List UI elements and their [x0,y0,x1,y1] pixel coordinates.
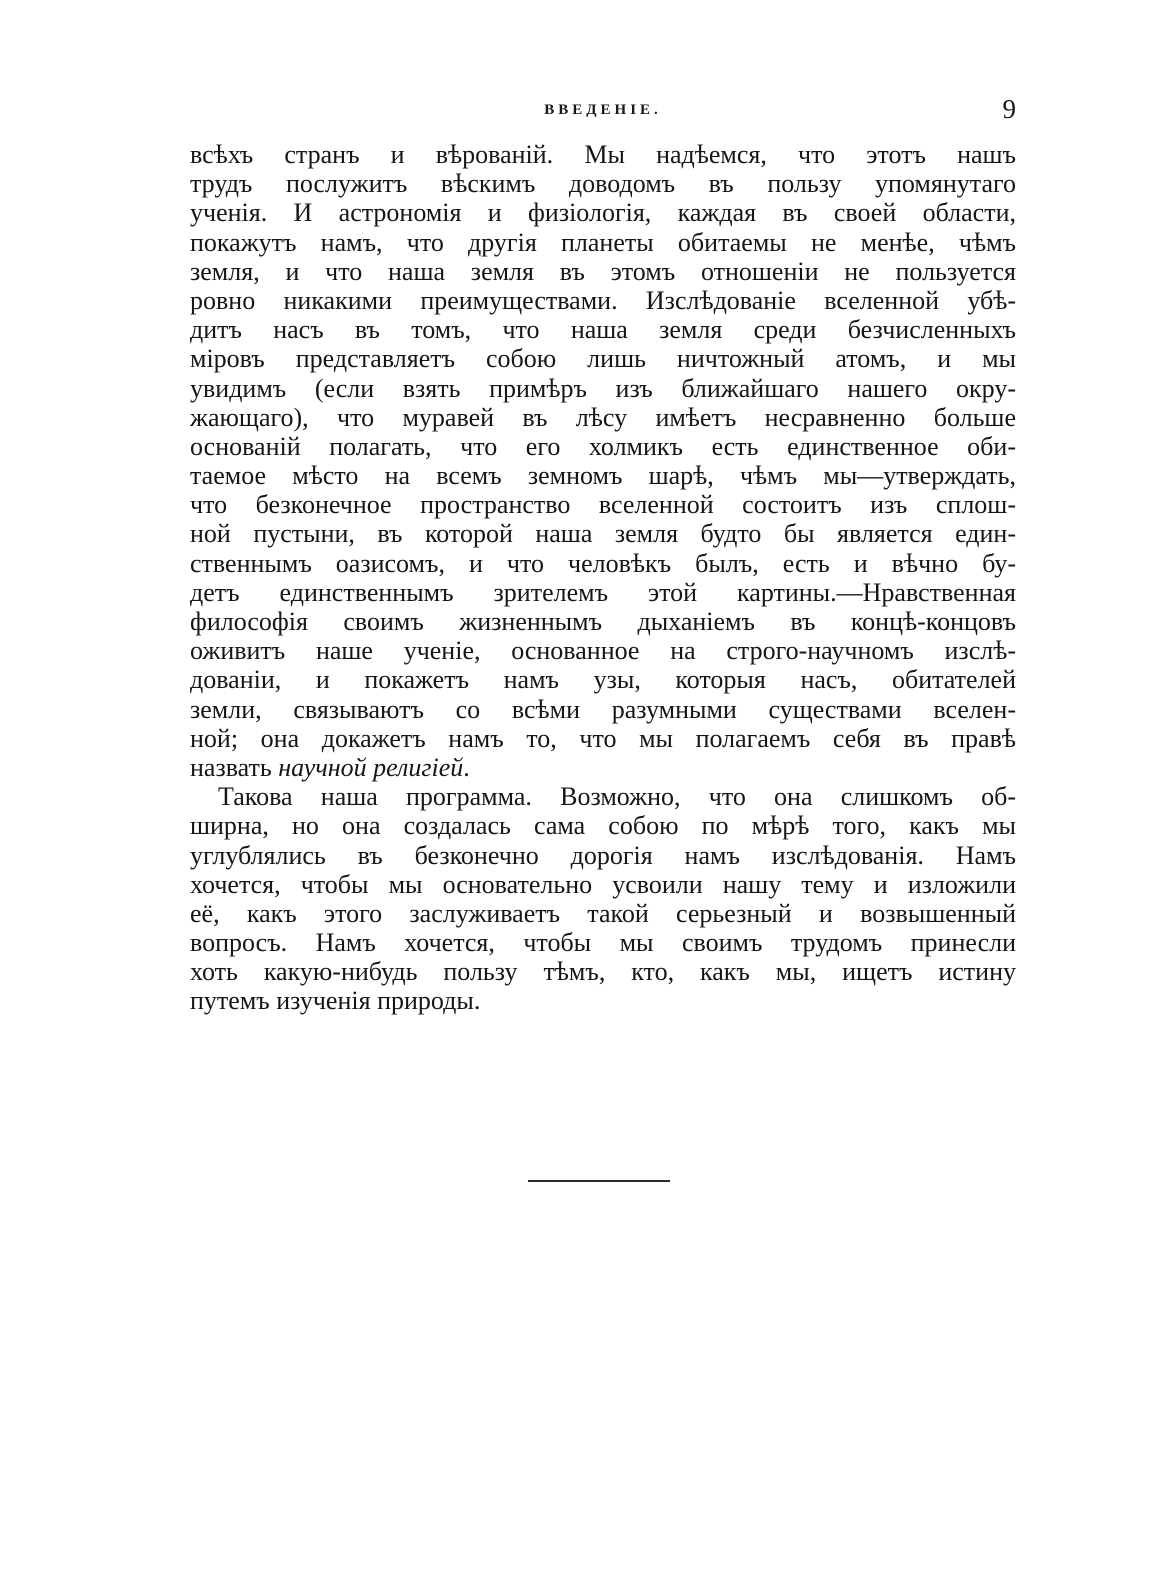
text-line: ровно никакими преимуществами. Изслѣдованіе вселенной убѣ- [190,285,1016,315]
text-fragment: . [463,752,470,782]
text-line: увидимъ (если взять примѣръ изъ ближайшаго нашего окру- [190,373,1016,403]
text-line: углублялись въ безконечно дорогія намъ изслѣдованія. Намъ [190,840,1016,870]
text-line: міровъ представляетъ собою лишь ничтожный атомъ, и мы [190,344,1016,374]
text-line-last [190,753,1016,782]
text-line: жающаго), что муравей въ лѣсу имѣетъ несравненно больше [190,402,1016,432]
text-line: дитъ насъ въ томъ, что наша земля среди безчисленныхъ [190,315,1016,345]
paragraph-1 [190,140,1016,782]
text-line: основаній полагать, что его холмикъ есть единственное оби- [190,431,1016,461]
text-line: дованіи, и покажетъ намъ узы, которыя насъ, обитателей [190,665,1016,695]
page-number: 9 [1002,94,1016,124]
text-line: ной пустыни, въ которой наша земля будто бы является един- [190,519,1016,549]
text-line: ширна, но она создалась сама собою по мѣрѣ того, какъ мы [190,811,1016,841]
text-line: ученія. И астрономія и физіологія, каждая въ своей области, [190,198,1016,228]
text-line: детъ единственнымъ зрителемъ этой картины.—Нравственная [190,577,1016,607]
text-line: хочется, чтобы мы основательно усвоили нашу тему и изложили [190,869,1016,899]
text-fragment: назвать [190,752,279,782]
body-text [190,140,1016,1016]
text-line: трудъ послужитъ вѣскимъ доводомъ въ пользу упомянутаго [190,169,1016,199]
running-title: ВВЕДЕНІЕ. [544,102,662,118]
text-line: хоть какую-нибудь пользу тѣмъ, кто, какъ мы, ищетъ истину [190,957,1016,987]
paragraph-2 [190,782,1016,1016]
text-line: оживитъ наше ученіе, основанное на строго-научномъ изслѣ- [190,636,1016,666]
text-line: ственнымъ оазисомъ, и что человѣкъ былъ, есть и вѣчно бу- [190,548,1016,578]
text-line: земли, связываютъ со всѣми разумными существами вселен- [190,694,1016,724]
text-line: таемое мѣсто на всемъ земномъ шарѣ, чѣмъ мы—утверждать, [190,461,1016,491]
text-line: её, какъ этого заслуживаетъ такой серьезный и возвышенный [190,898,1016,928]
text-line: философія своимъ жизненнымъ дыханіемъ въ концѣ-концовъ [190,607,1016,636]
italic-phrase: научной религіей [278,752,464,782]
text-line: вопросъ. Намъ хочется, чтобы мы своимъ трудомъ принесли [190,928,1016,958]
running-head [190,96,1016,126]
text-line: покажутъ намъ, что другія планеты обитаемы не менѣе, чѣмъ [190,227,1016,257]
text-line: что безконечное пространство вселенной состоитъ изъ сплош- [190,490,1016,520]
text-line-last: путемъ изученія природы. [190,986,481,1016]
chapter-end-rule [528,1180,670,1182]
text-line: земля, и что наша земля въ этомъ отношеніи не пользуется [190,256,1016,286]
text-line: Такова наша программа. Возможно, что она слишкомъ об- [218,782,1016,812]
text-line: всѣхъ странъ и вѣрованій. Мы надѣемся, что этотъ нашъ [190,140,1016,169]
text-line: ной; она докажетъ намъ то, что мы полагаемъ себя въ правѣ [190,723,1016,753]
